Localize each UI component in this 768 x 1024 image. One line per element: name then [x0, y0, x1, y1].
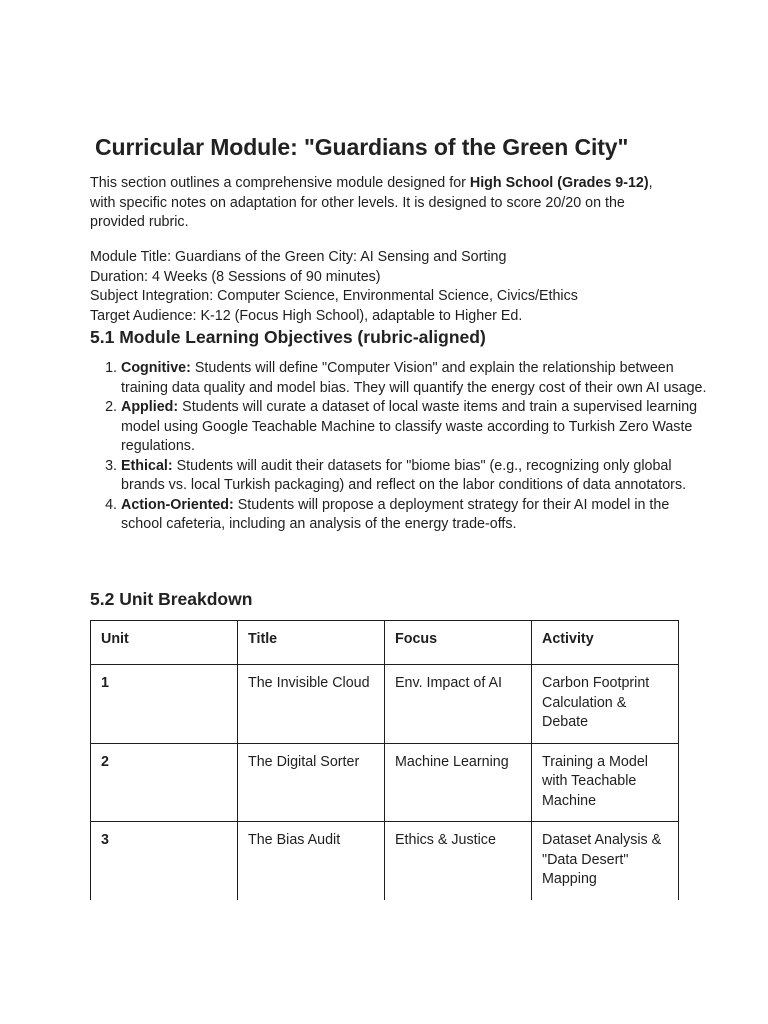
header-activity: Activity: [532, 621, 679, 665]
objective-text: Students will define "Computer Vision" and explain the relationship between training data quality and model bias. They will quantify the energy cost of their own AI usage.: [121, 360, 707, 396]
intro-paragraph: [90, 174, 680, 233]
cell-title: The Digital Sorter: [238, 743, 385, 822]
module-meta: [90, 248, 578, 326]
page-title: Curricular Module: "Guardians of the Green City": [95, 134, 629, 160]
cell-activity: Carbon Footprint Calculation & Debate: [532, 665, 679, 744]
cell-title: The Bias Audit: [238, 822, 385, 900]
cell-focus: Ethics & Justice: [385, 822, 532, 900]
meta-target-audience: Target Audience: K-12 (Focus High School), adaptable to Higher Ed.: [90, 307, 523, 324]
cell-unit: 2: [91, 743, 238, 822]
header-title: Title: [238, 621, 385, 665]
objective-label: Action-Oriented:: [121, 496, 234, 513]
cell-activity: Dataset Analysis & "Data Desert" Mapping: [532, 822, 679, 900]
cell-focus: Env. Impact of AI: [385, 665, 532, 744]
objective-item: [121, 359, 711, 398]
meta-module-title: Module Title: Guardians of the Green City: AI Sensing and Sorting: [90, 249, 507, 265]
unit-breakdown-table: [90, 620, 679, 900]
objective-label: Applied:: [121, 399, 179, 415]
table-row: [91, 822, 679, 900]
table-row: [91, 665, 679, 744]
unit-breakdown-heading: 5.2 Unit Breakdown: [90, 589, 253, 609]
header-focus: Focus: [385, 621, 532, 665]
cell-title: The Invisible Cloud: [238, 665, 385, 744]
cell-unit: 3: [91, 822, 238, 900]
objective-label: Cognitive:: [121, 360, 191, 376]
meta-duration: Duration: 4 Weeks (8 Sessions of 90 minutes): [90, 268, 381, 285]
objective-item: [121, 496, 711, 535]
meta-subject-integration: Subject Integration: Computer Science, Environmental Science, Civics/Ethics: [90, 288, 578, 304]
intro-text-before: This section outlines a comprehensive module designed for: [90, 175, 470, 191]
objectives-heading: 5.1 Module Learning Objectives (rubric-aligned): [90, 327, 486, 347]
cell-activity: Training a Model with Teachable Machine: [532, 743, 679, 822]
objective-text: Students will propose a deployment strategy for their AI model in the school cafeteria, including an analysis of the energy trade-offs.: [121, 496, 670, 532]
objective-text: Students will curate a dataset of local waste items and train a supervised learning model using Google Teachable Machine to classify waste according to Turkish Zero Waste regulations.: [121, 399, 698, 454]
intro-text-bold: High School (Grades 9-12): [469, 175, 649, 191]
header-unit: Unit: [91, 621, 238, 665]
objective-item: [121, 457, 711, 496]
objective-label: Ethical:: [121, 457, 173, 474]
table-header-row: [91, 621, 679, 665]
objectives-list: [90, 359, 711, 535]
cell-unit: 1: [91, 665, 238, 744]
intro-text-after: , with specific notes on adaptation for other levels. It is designed to score 20/20 on the provided rubric.: [90, 175, 653, 230]
cell-focus: Machine Learning: [385, 743, 532, 822]
table-row: [91, 743, 679, 822]
objective-text: Students will audit their datasets for "biome bias" (e.g., recognizing only global brands vs. local Turkish packaging) and reflect on the labor conditions of data annotators.: [121, 457, 687, 493]
objective-item: [121, 398, 711, 457]
